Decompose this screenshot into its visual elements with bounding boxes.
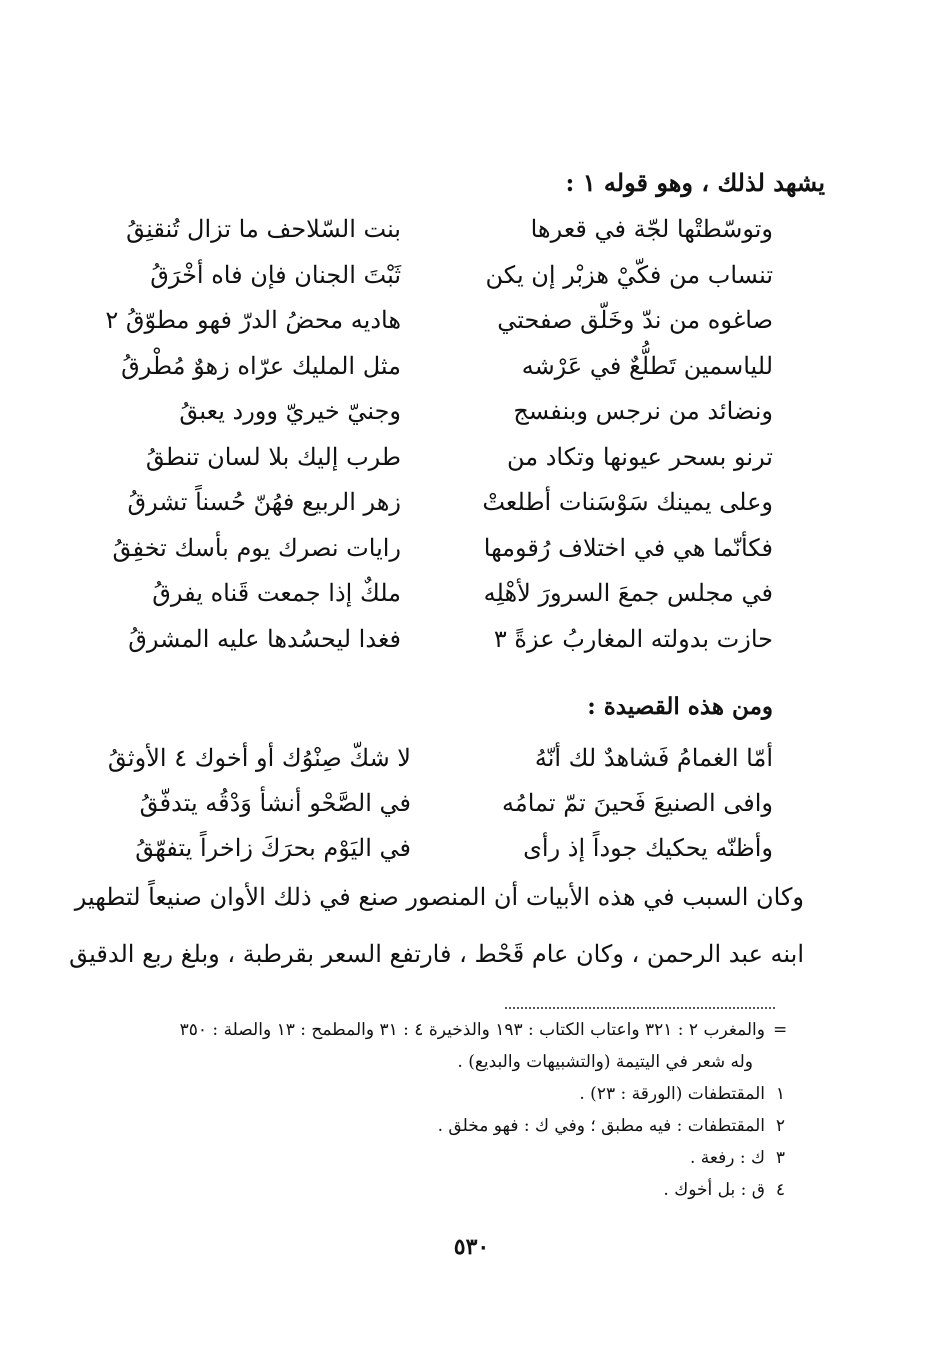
verse-second-hemistich: وجنيّ خيريّ وورد يعبقُ: [179, 397, 401, 425]
poem-block-1: [105, 215, 773, 670]
verse-second-hemistich: بنت السّلاحف ما تزال تُنقنِقُ: [126, 215, 401, 243]
verse-first-hemistich: في مجلس جمعَ السرورَ لأهْلِه: [483, 579, 773, 607]
prose-line: ابنه عبد الرحمن ، وكان عام قَحْط ، فارتفع السعر بقرطبة ، وبلغ ربع الدقيق: [69, 940, 804, 968]
footnote-marker: =: [773, 1020, 788, 1040]
prose-line: وكان السبب في هذه الأبيات أن المنصور صنع في ذلك الأوان صنيعاً لتطهير: [74, 883, 804, 911]
page-number: ٥٣٠: [453, 1234, 490, 1260]
footnote-marker: ٣: [775, 1148, 785, 1168]
verse: [113, 352, 773, 398]
verse: [113, 534, 773, 580]
verse: [113, 789, 773, 834]
verse: [113, 397, 773, 443]
verse-first-hemistich: وتوسّطتْها لجّة في قعرها: [530, 215, 773, 243]
footnote: [100, 1180, 785, 1212]
poem-block-2: [107, 744, 773, 879]
verse: [113, 625, 773, 671]
verse-second-hemistich: ملكٌ إذا جمعت قَناه يفرقُ: [152, 579, 401, 607]
footnote-text: والمغرب ٢ : ٣٢١ واعتاب الكتاب : ١٩٣ والذخيرة ٤ : ٣١ والمطمح : ١٣ والصلة : ٣٥٠: [179, 1020, 765, 1040]
footnote-divider: [505, 1007, 775, 1009]
verse: [107, 744, 773, 789]
footnote-text: المقتطفات (الورقة : ٢٣) .: [579, 1084, 765, 1104]
footnote: [100, 1148, 785, 1180]
verse-first-hemistich: وعلى يمينك سَوْسَنات أطلعتْ: [482, 488, 773, 516]
verse-first-hemistich: وافى الصنيعَ فَحينَ تمّ تمامُه: [501, 789, 773, 817]
verse-second-hemistich: ثَبْتَ الجنان فإن فاه أخْرَقُ: [150, 260, 401, 289]
footnote-marker: ٤: [775, 1180, 785, 1200]
footnote-text: ق : بل أخوك .: [663, 1180, 765, 1200]
verse-second-hemistich: زهر الربيع فهُنّ حُسناً تشرقُ: [127, 488, 401, 516]
verse-second-hemistich: مثل المليك عرّاه زهوٌ مُطْرقُ: [121, 351, 401, 380]
verse: [113, 261, 773, 307]
verse-first-hemistich: تنساب من فكّيْ هزبْر إن يكن: [485, 260, 773, 289]
verse-second-hemistich: هاديه محضُ الدرّ فهو مطوّقُ ٢: [105, 306, 401, 334]
footnote-text: وله شعر في اليتيمة (والتشبيهات والبديع) .: [457, 1052, 753, 1072]
verse-first-hemistich: فكأنّما هي في اختلاف رُقومها: [483, 533, 773, 562]
verse-first-hemistich: صاغوه من ندّ وخَلّق صفحتي: [497, 306, 773, 334]
footnote-text: المقتطفات : فيه مطبق ؛ وفي ك : فهو مخلق .: [437, 1116, 765, 1136]
footnotes: [100, 1020, 788, 1212]
verse: [113, 488, 773, 534]
footnote: [100, 1052, 775, 1084]
verse-first-hemistich: للياسمين تَطلُّعٌ في عَرْشه: [521, 351, 773, 380]
verse-second-hemistich: رايات نصرك يوم بأسك تخفِقُ: [112, 533, 401, 562]
verse-second-hemistich: لا شكّ صِنْوُك أو أخوك ٤ الأوثقُ: [107, 744, 411, 772]
verse: [105, 306, 773, 352]
verse: [113, 579, 773, 625]
footnote-text: ك : رفعة .: [689, 1148, 765, 1168]
verse-first-hemistich: أمّا الغمامُ فَشاهدٌ لك أنّهُ: [534, 744, 773, 772]
verse-first-hemistich: حازت بدولته المغاربُ عزةً ٣: [493, 624, 773, 653]
verse: [113, 215, 773, 261]
section-subheading: ومن هذه القصيدة :: [587, 693, 773, 720]
verse: [113, 443, 773, 489]
intro-line: يشهد لذلك ، وهو قوله ١ :: [565, 168, 825, 197]
verse-second-hemistich: فغدا ليحسُدها عليه المشرقُ: [128, 624, 401, 653]
verse: [113, 834, 773, 879]
footnote: [100, 1020, 788, 1052]
verse-first-hemistich: ونضائد من نرجس وبنفسج: [513, 397, 773, 425]
footnote-marker: ١: [775, 1084, 785, 1104]
verse-second-hemistich: في الصَّحْو أنشأ وَدْقُه يتدفّقُ: [139, 789, 411, 817]
verse-first-hemistich: وأظنّه يحكيك جوداً إذ رأى: [523, 834, 773, 862]
verse-first-hemistich: ترنو بسحر عيونها وتكاد من: [506, 442, 773, 471]
footnote: [100, 1116, 785, 1148]
footnote: [100, 1084, 785, 1116]
footnote-marker: ٢: [775, 1116, 785, 1136]
verse-second-hemistich: طرب إليك بلا لسان تنطقُ: [145, 442, 401, 471]
verse-second-hemistich: في اليَوْم بحرَكَ زاخراً يتفهّقُ: [135, 834, 411, 862]
